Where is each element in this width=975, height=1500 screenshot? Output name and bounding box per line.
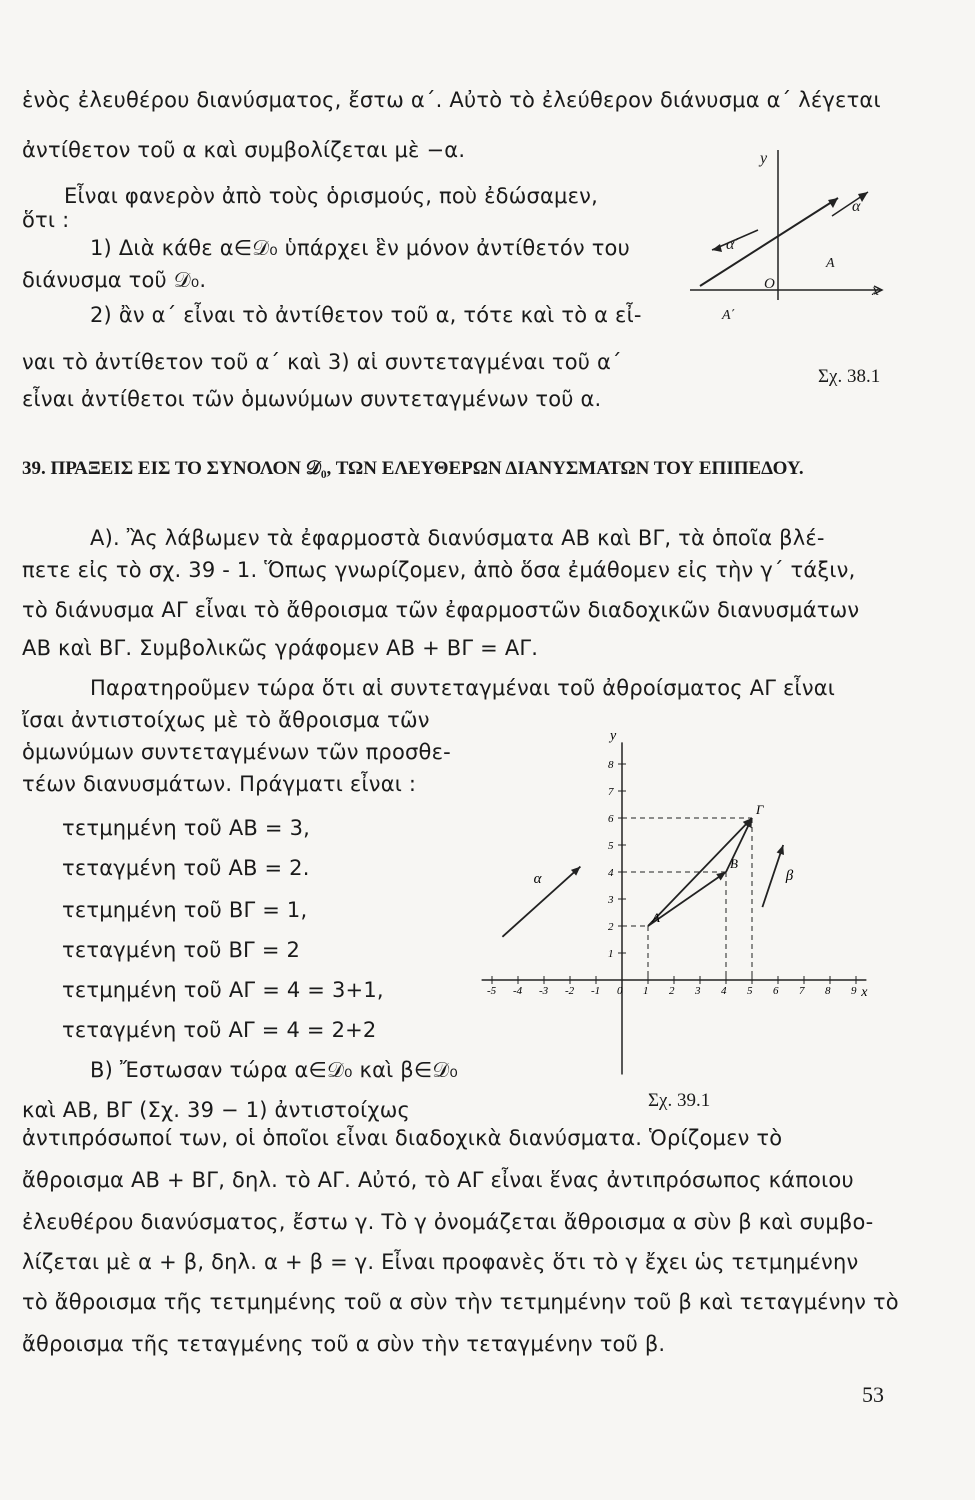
text-line: Εἶναι φανερὸν ἀπὸ τοὺς ὁρισμούς, ποὺ ἐδώσαμεν, (64, 184, 598, 208)
free-vector-beta (762, 845, 783, 907)
figure-38-1-label: α΄ (726, 236, 740, 253)
figure-38-1-label: α (852, 198, 861, 215)
section-heading: 39. ΠΡΑΞΕΙΣ ΕΙΣ ΤΟ ΣΥΝΟΛΟΝ 𝒟₀, ΤΩΝ ΕΛΕΥΘΕΡΩΝ ΔΙΑΝΥΣΜΑΤΩΝ ΤΟΥ ΕΠΙΠΕΔΟΥ. (22, 458, 804, 479)
x-tick-label: -1 (591, 985, 601, 997)
text-line: τετμημένη τοῦ ΒΓ = 1, (62, 898, 308, 922)
text-line: τὸ διάνυσμα ΑΓ εἶναι τὸ ἄθροισμα τῶν ἐφαρμοστῶν διαδοχικῶν διανυσμάτων (22, 598, 860, 622)
figure-38-1-label: A΄ (722, 308, 736, 323)
text-line: ἄθροισμα ΑΒ + ΒΓ, δηλ. τὸ ΑΓ. Αὐτό, τὸ ΑΓ εἶναι ἕνας ἀντιπρόσωπος κάποιου (22, 1168, 854, 1192)
x-tick-label: 9 (851, 985, 857, 997)
text-line: ΑΒ καὶ ΒΓ. Συμβολικῶς γράφομεν ΑΒ + ΒΓ = ΑΓ. (22, 636, 539, 660)
point-label-Γ: Γ (756, 802, 764, 817)
text-line: Β) Ἔστωσαν τώρα α∈𝒟₀ καὶ β∈𝒟₀ (90, 1058, 458, 1082)
y-tick-label: 8 (608, 759, 614, 771)
figure-38-1-caption: Σχ. 38.1 (818, 366, 881, 387)
text-line: τετμημένη τοῦ ΑΒ = 3, (62, 816, 311, 840)
y-tick-label: 1 (608, 948, 614, 960)
text-line: τὸ ἄθροισμα τῆς τετμημένης τοῦ α σὺν τὴν τετμημένην τοῦ β καὶ τεταγμένην τὸ (22, 1290, 899, 1314)
text-line: ναι τὸ ἀντίθετον τοῦ α΄ καὶ 3) αἱ συντεταγμέναι τοῦ α΄ (22, 350, 622, 374)
x-axis-label: x (861, 985, 868, 1000)
y-tick-label: 7 (608, 786, 614, 798)
text-line: λίζεται μὲ α + β, δηλ. α + β = γ. Εἶναι προφανὲς ὅτι τὸ γ ἔχει ὡς τετμημένην (22, 1250, 859, 1274)
text-line: ἐλευθέρου διανύσματος, ἔστω γ. Τὸ γ ὀνομάζεται ἄθροισμα α σὺν β καὶ συμβο- (22, 1210, 874, 1234)
figure-38-1 (690, 150, 890, 300)
free-vector-beta-head (777, 845, 784, 855)
x-tick-label: 0 (617, 985, 623, 997)
text-line: 2) ἂν α΄ εἶναι τὸ ἀντίθετον τοῦ α, τότε καὶ τὸ α εἶ- (90, 303, 642, 327)
text-line: εἶναι ἀντίθετοι τῶν ὁμωνύμων συντεταγμένων τοῦ α. (22, 387, 602, 411)
y-tick-label: 3 (608, 894, 614, 906)
y-axis-label: y (610, 728, 617, 744)
x-tick-label: 1 (643, 985, 649, 997)
x-tick-label: -4 (513, 985, 523, 997)
free-vector-beta-label: β (785, 868, 794, 885)
text-line: τέων διανυσμάτων. Πράγματι εἶναι : (22, 772, 417, 796)
x-tick-label: 5 (747, 985, 753, 997)
text-line: Α). Ἂς λάβωμεν τὰ ἐφαρμοστὰ διανύσματα ΑΒ καὶ ΒΓ, τὰ ὁποῖα βλέ- (90, 526, 825, 550)
text-line: ὅτι : (22, 208, 70, 232)
x-tick-label: -3 (539, 985, 549, 997)
text-line: ὁμωνύμων συντεταγμένων τῶν προσθε- (22, 740, 451, 764)
text-line: πετε εἰς τὸ σχ. 39 - 1. Ὅπως γνωρίζομεν, ἀπὸ ὅσα ἐμάθομεν εἰς τὴν γ΄ τάξιν, (22, 558, 856, 582)
point-label-A: A (652, 910, 660, 925)
figure-39-1-caption: Σχ. 39.1 (648, 1090, 711, 1111)
text-line: Παρατηροῦμεν τώρα ὅτι αἱ συντεταγμέναι τοῦ ἀθροίσματος ΑΓ εἶναι (90, 676, 836, 700)
figure-38-1-label: A (826, 256, 835, 271)
x-tick-label: 6 (773, 985, 779, 997)
figure-38-1-axis-y: y (760, 150, 768, 167)
vector-AB-head (716, 872, 726, 880)
x-tick-label: 3 (695, 985, 701, 997)
text-line: ἴσαι ἀντιστοίχως μὲ τὸ ἄθροισμα τῶν (22, 708, 430, 732)
text-line: διάνυσμα τοῦ 𝒟₀. (22, 268, 207, 292)
text-line: καὶ ΑΒ, ΒΓ (Σχ. 39 − 1) ἀντιστοίχως (22, 1098, 411, 1122)
x-tick-label: -5 (487, 985, 497, 997)
text-line: τετμημένη τοῦ ΑΓ = 4 = 3+1, (62, 978, 384, 1002)
figure-38-1-axis-x: x (872, 282, 880, 299)
y-tick-label: 6 (608, 813, 614, 825)
free-vector-alpha-label: α (533, 870, 542, 887)
y-tick-label: 4 (608, 867, 614, 879)
x-tick-label: -2 (565, 985, 575, 997)
text-line: 1) Διὰ κάθε α∈𝒟₀ ὑπάρχει ἓν μόνον ἀντίθετόν του (90, 236, 630, 260)
figure-39-1 (487, 720, 890, 1120)
vector-AG (648, 818, 752, 926)
page-number: 53 (862, 1382, 884, 1407)
figure-38-1-origin: O (764, 276, 775, 292)
text-line: ἑνὸς ἐλευθέρου διανύσματος, ἔστω α΄. Αὐτὸ τὸ ἐλεύθερον διάνυσμα α΄ λέγεται (22, 88, 881, 112)
text-line: τεταγμένη τοῦ ΑΒ = 2. (62, 856, 310, 880)
x-tick-label: 2 (669, 985, 675, 997)
y-tick-label: 2 (608, 921, 614, 933)
x-tick-label: 4 (721, 985, 727, 997)
text-line: τεταγμένη τοῦ ΑΓ = 4 = 2+2 (62, 1018, 377, 1042)
x-tick-label: 7 (799, 985, 805, 997)
text-line: ἄθροισμα τῆς τεταγμένης τοῦ α σὺν τὴν τεταγμένην τοῦ β. (22, 1332, 666, 1356)
text-line: τεταγμένη τοῦ ΒΓ = 2 (62, 938, 301, 962)
x-tick-label: 8 (825, 985, 831, 997)
point-label-B: B (730, 856, 738, 871)
text-line: ἀντίθετον τοῦ α καὶ συμβολίζεται μὲ −α. (22, 138, 466, 162)
text-line: ἀντιπρόσωποί των, οἱ ὁποῖοι εἶναι διαδοχικὰ διανύσματα. Ὁρίζομεν τὸ (22, 1126, 783, 1150)
y-tick-label: 5 (608, 840, 614, 852)
